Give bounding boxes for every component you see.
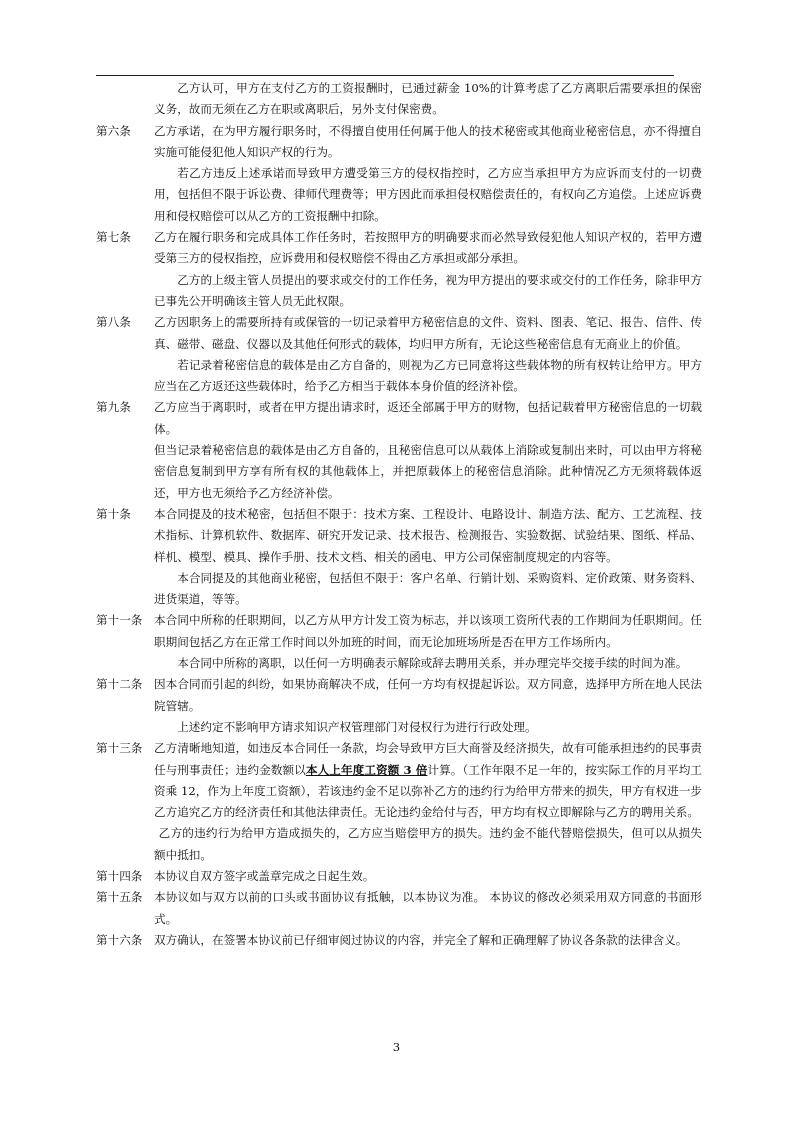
paragraph-infringement-liability: 若乙方违反上述承诺而导致甲方遭受第三方的侵权指控时，乙方应当承担甲方为应诉而支付的一切费用，包括但不限于诉讼费、律师代理费等；甲方因此而承担侵权赔偿责任的，有权向乙方追偿。上述应诉费用和侵权赔偿可以从乙方的工资报酬中扣除。 <box>154 166 702 223</box>
clause-text <box>154 738 702 823</box>
clause-10 <box>96 504 702 568</box>
clause-12 <box>96 674 702 717</box>
clause-text: 乙方在履行职务和完成具体工作任务时，若按照甲方的明确要求而必然导致侵犯他人知识产权的，若甲方遭受第三方的侵权指控，应诉费用和侵权赔偿不得由乙方承担或部分承担。 <box>154 230 702 266</box>
clause-13 <box>96 738 702 823</box>
clause-label: 第十三条 <box>96 741 143 756</box>
paragraph-supervisor-tasks: 乙方的上级主管人员提出的要求或交付的工作任务，视为甲方提出的要求或交付的工作任务，除非甲方已事先公开明确该主管人员无此权限。 <box>154 272 702 308</box>
clause-14 <box>96 866 702 887</box>
clause-text: 本合同中所称的任职期间，以乙方从甲方计发工资为标志，并以该项工资所代表的工作期间为任职期间。任职期间包括乙方在正常工作时间以外加班的时间，而无论加班场所是否在甲方工作场所内。 <box>154 613 702 649</box>
clause-label: 第八条 <box>96 315 131 330</box>
clause-8 <box>96 312 702 355</box>
clause-text: 本合同提及的技术秘密，包括但不限于：技术方案、工程设计、电路设计、制造方法、配方、工艺流程、技术指标、计算机软件、数据库、研究开发记录、技术报告、检测报告、实验数据、试验结果、图纸、样品、样机、模型、模具、操作手册、技术文档、相关的函电、甲方公司保密制度规定的内容等。 <box>154 506 702 564</box>
paragraph-carrier-return: 但当记录着秘密信息的载体是由乙方自备的，且秘密信息可以从载体上消除或复制出来时，可以由甲方将秘密信息复制到甲方享有所有权的其他载体上，并把原载体上的秘密信息消除。此种情况乙方无须将载体返还，甲方也无须给予乙方经济补偿。 <box>154 443 702 500</box>
clause-label: 第十一条 <box>96 613 143 628</box>
clause-label: 第六条 <box>96 123 131 138</box>
paragraph-damages: 乙方的违约行为给甲方造成损失的，乙方应当赔偿甲方的损失。违约金不能代替赔偿损失，但可以从损失额中抵扣。 <box>154 826 702 862</box>
page-number: 3 <box>392 1040 401 1054</box>
clause-text: 乙方承诺，在为甲方履行职务时，不得擅自使用任何属于他人的技术秘密或其他商业秘密信息，亦不得擅自实施可能侵犯他人知识产权的行为。 <box>154 123 702 159</box>
clause-text: 本协议如与双方以前的口头或书面协议有抵触，以本协议为准。 本协议的修改必须采用双方同意的书面形式。 <box>154 890 702 926</box>
clause-text-after: 计算。（工作年限不足一年的，按实际工作的月平均工资乘 12，作为上年度工资额），若该违约金不足以弥补乙方的违约行为给甲方带来的损失，甲方有权进一步乙方追究乙方的经济责任和其他法律责任。无论违约金给付与否，甲方均有权立即解除与乙方的聘用关系。 <box>154 762 702 820</box>
clause-label: 第九条 <box>96 400 131 415</box>
clause-6 <box>96 121 702 164</box>
clause-text: 双方确认，在签署本协议前已仔细审阅过协议的内容，并完全了解和正确理解了协议各条款的法律含义。 <box>154 932 688 947</box>
clause-15 <box>96 887 702 930</box>
clause-text: 乙方因职务上的需要所持有或保管的一切记录着甲方秘密信息的文件、资料、图表、笔记、报告、信件、传真、磁带、磁盘、仪器以及其他任何形式的载体，均归甲方所有，无论这些秘密信息有无商业上的价值。 <box>154 315 702 351</box>
clause-label: 第十二条 <box>96 677 143 692</box>
header-rule <box>96 75 674 76</box>
clause-16 <box>96 930 702 951</box>
clause-text: 本协议自双方签字或盖章完成之日起生效。 <box>154 868 375 883</box>
clause-7 <box>96 227 702 270</box>
clause-label: 第十四条 <box>96 868 143 883</box>
clause-text: 乙方应当于离职时，或者在甲方提出请求时，返还全部属于甲方的财物，包括记载着甲方秘密信息的一切载体。 <box>154 400 702 436</box>
clause-text: 因本合同而引起的纠纷，如果协商解决不成，任何一方均有权提起诉讼。双方同意，选择甲方所在地人民法院管辖。 <box>154 677 702 713</box>
paragraph-resignation-definition: 本合同中所称的离职，以任何一方明确表示解除或辞去聘用关系，并办理完毕交接手续的时间为准。 <box>177 656 688 671</box>
clause-label: 第七条 <box>96 230 131 245</box>
clause-9 <box>96 397 702 440</box>
penalty-amount-emphasis: 本人上年度工资额 3 倍 <box>305 762 428 777</box>
paragraph-business-secrets: 本合同提及的其他商业秘密，包括但不限于：客户名单、行销计划、采购资料、定价政策、财务资料、进货渠道，等等。 <box>154 570 702 607</box>
clause-11 <box>96 610 702 653</box>
paragraph-administrative-handling: 上述约定不影响甲方请求知识产权管理部门对侵权行为进行行政处理。 <box>177 719 537 734</box>
paragraph-carrier-ownership: 若记录着秘密信息的载体是由乙方自备的，则视为乙方已同意将这些载体物的所有权转让给甲方。甲方应当在乙方返还这些载体时，给予乙方相当于载体本身价值的经济补偿。 <box>154 357 702 394</box>
clause-label: 第十五条 <box>96 890 143 905</box>
paragraph-confidentiality-fee: 乙方认可，甲方在支付乙方的工资报酬时，已通过薪金 10%的计算考虑了乙方离职后需要承担的保密义务，故而无须在乙方在职或离职后，另外支付保密费。 <box>154 81 702 117</box>
clause-text-before: 乙方清晰地知道，如违反本合同任一条款，均会导致甲方巨大商誉及经济损失，故有可能承担违约的民事责任与刑事责任；违约金数额以 <box>154 741 702 777</box>
contract-body <box>96 78 702 951</box>
clause-label: 第十条 <box>96 506 131 521</box>
clause-label: 第十六条 <box>96 932 143 947</box>
